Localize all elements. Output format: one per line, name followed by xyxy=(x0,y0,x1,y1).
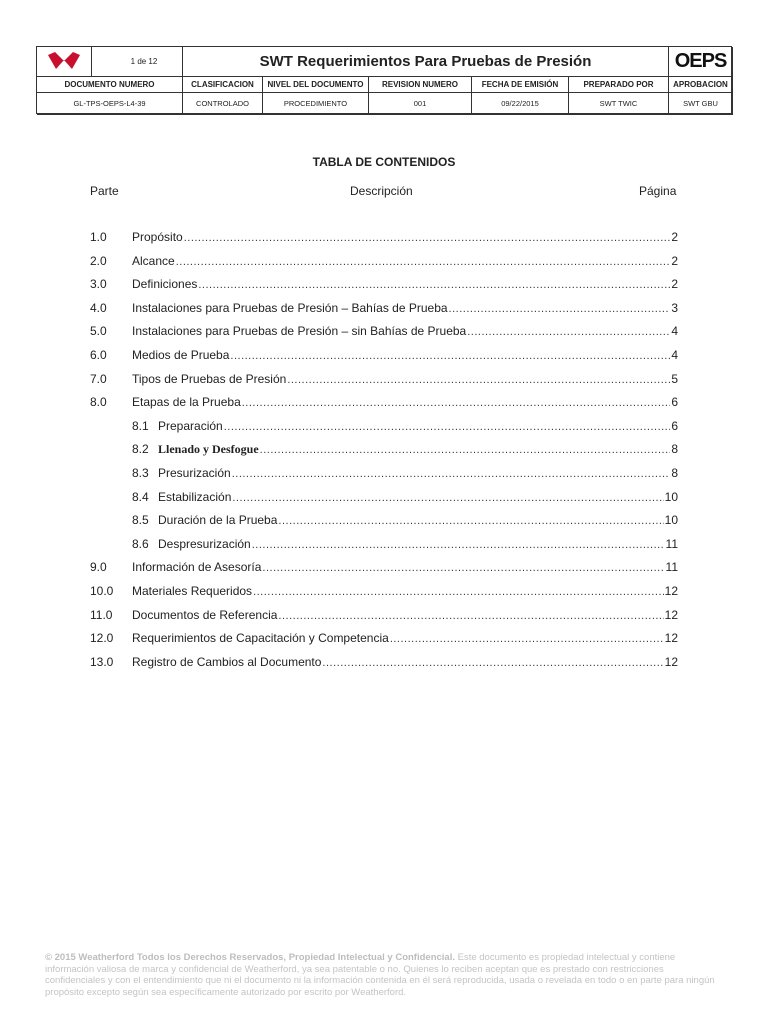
toc-entry-title[interactable]: Llenado y Desfogue xyxy=(158,442,259,457)
label-documento-numero: DOCUMENTO NUMERO xyxy=(37,77,183,93)
toc-entry-number: 8.6 xyxy=(132,536,149,551)
toc-entry[interactable] xyxy=(90,301,678,317)
toc-entry[interactable] xyxy=(90,254,678,270)
toc-entry-title[interactable]: Propósito xyxy=(132,230,183,244)
toc-entry-page: 12 xyxy=(664,654,678,669)
toc-entry[interactable] xyxy=(90,466,678,482)
toc-entry-title[interactable]: Medios de Prueba xyxy=(132,348,230,362)
toc-entry[interactable] xyxy=(90,324,678,340)
weatherford-logo-icon xyxy=(47,51,81,73)
value-preparado-por: SWT TWIC xyxy=(569,93,669,115)
weatherford-logo xyxy=(37,47,92,77)
toc-entry-page: 12 xyxy=(664,584,678,598)
toc-entry-number: 8.5 xyxy=(132,513,149,528)
toc-entry-title[interactable]: Tipos de Pruebas de Presión xyxy=(132,371,287,386)
value-documento-numero: GL-TPS-OEPS-L4-39 xyxy=(37,93,183,115)
toc-entry-number: 7.0 xyxy=(90,371,107,386)
toc-entry[interactable] xyxy=(90,608,678,624)
oeps-brand xyxy=(669,47,733,77)
toc-entry-number: 8.2 xyxy=(132,442,149,457)
toc-entry-title[interactable]: Presurización xyxy=(158,466,231,480)
toc-entry-title[interactable]: Estabilización xyxy=(158,489,232,504)
toc-entry-title[interactable]: Despresurización xyxy=(158,536,251,551)
toc-entry-page: 4 xyxy=(671,348,678,362)
toc-entry-number: 12.0 xyxy=(90,631,114,646)
toc-entry[interactable] xyxy=(90,631,678,647)
copyright-footer xyxy=(45,952,725,998)
toc-entry-number: 1.0 xyxy=(90,230,107,244)
toc-entry-page: 11 xyxy=(665,536,678,551)
toc-entry[interactable] xyxy=(90,513,678,529)
toc-entry-leader xyxy=(224,419,671,433)
label-aprobacion: APROBACION xyxy=(669,77,733,93)
toc-entry-leader xyxy=(278,513,663,527)
toc-entry-page: 11 xyxy=(665,560,678,575)
toc-entry-page: 6 xyxy=(671,418,678,433)
toc-entry-number: 8.3 xyxy=(132,466,149,480)
toc-entry-number: 10.0 xyxy=(90,584,114,598)
toc-entry-leader xyxy=(322,655,663,669)
toc-column-parte: Parte xyxy=(90,184,119,198)
label-fecha-emision: FECHA DE EMISIÓN xyxy=(472,77,569,93)
toc-entry-page: 2 xyxy=(671,253,678,268)
footer-copyright-bold: © 2015 Weatherford Todos los Derechos Reservados, Propiedad Intelectual y Confidencial. xyxy=(45,952,455,963)
toc-entry-number: 3.0 xyxy=(90,277,107,292)
label-clasificacion: CLASIFICACION xyxy=(183,77,263,93)
toc-entry-page: 4 xyxy=(671,324,678,339)
document-header xyxy=(36,46,732,114)
toc-entry-number: 5.0 xyxy=(90,324,107,339)
toc-entry[interactable] xyxy=(90,395,678,411)
toc-entry-title[interactable]: Duración de la Prueba xyxy=(158,513,278,528)
toc-entry-title[interactable]: Materiales Requeridos xyxy=(132,584,253,598)
toc-entry-leader xyxy=(287,372,670,386)
toc-entry-number: 4.0 xyxy=(90,300,107,315)
toc-entry-title[interactable]: Preparación xyxy=(158,418,223,433)
toc-entry-leader xyxy=(198,277,670,291)
toc-entry-page: 8 xyxy=(671,466,678,480)
toc-entry-number: 2.0 xyxy=(90,253,107,268)
toc-column-descripcion: Descripción xyxy=(350,184,413,198)
toc-entry[interactable] xyxy=(90,348,678,364)
label-nivel-documento: NIVEL DEL DOCUMENTO xyxy=(263,77,369,93)
toc-entry-leader xyxy=(390,631,664,645)
toc-entry-number: 11.0 xyxy=(90,607,113,622)
toc-entry[interactable] xyxy=(90,584,678,600)
oeps-logo-text: OEPS xyxy=(674,50,727,72)
toc-entry-page: 12 xyxy=(664,631,678,646)
toc-entry-title[interactable]: Registro de Cambios al Documento xyxy=(132,654,322,669)
toc-entry-leader xyxy=(262,560,664,574)
toc-entry-title[interactable]: Instalaciones para Pruebas de Presión – Bahías de Prueba xyxy=(132,300,448,315)
toc-entry-leader xyxy=(176,254,671,268)
toc-entry-title[interactable]: Documentos de Referencia xyxy=(132,607,278,622)
toc-entry[interactable] xyxy=(90,490,678,506)
toc-entry-page: 10 xyxy=(664,513,678,528)
toc-entry-leader xyxy=(232,490,663,504)
toc-entry-title[interactable]: Instalaciones para Pruebas de Presión – sin Bahías de Prueba xyxy=(132,324,467,339)
toc-entry[interactable] xyxy=(90,537,678,553)
label-revision-numero: REVISION NUMERO xyxy=(369,77,472,93)
toc-entry-page: 3 xyxy=(671,300,678,315)
toc-entry[interactable] xyxy=(90,442,678,458)
toc-entry-leader xyxy=(252,537,665,551)
toc-entry-page: 2 xyxy=(671,230,678,244)
toc-entry-number: 6.0 xyxy=(90,348,107,362)
toc-entry-page: 10 xyxy=(664,489,678,504)
toc-entry[interactable] xyxy=(90,419,678,435)
toc-entry-page: 8 xyxy=(671,442,678,457)
toc-entry-leader xyxy=(278,608,663,622)
toc-entry-page: 6 xyxy=(671,395,678,410)
value-nivel-documento: PROCEDIMIENTO xyxy=(263,93,369,115)
toc-entry-title[interactable]: Definiciones xyxy=(132,277,198,292)
toc-entry-leader xyxy=(232,466,671,480)
toc-entry-leader xyxy=(449,301,671,315)
toc-entry-page: 2 xyxy=(671,277,678,292)
toc-entry-leader xyxy=(467,324,670,338)
toc-entry-leader xyxy=(260,442,671,456)
toc-entry[interactable] xyxy=(90,277,678,293)
toc-entry-page: 5 xyxy=(671,371,678,386)
toc-entry-number: 8.1 xyxy=(132,418,149,433)
toc-entry-number: 9.0 xyxy=(90,560,107,575)
toc-entry[interactable] xyxy=(90,230,678,246)
footer-copyright-text: Este documento es propiedad intelectual y contiene información valiosa de marca y confidencial de Weatherford, ya sea patentable o no. Quienes lo reciben aceptan que es prestado con restricciones confidenciales y con el entendimiento que ni el documento ni la información contenida en él será reproducida, usada o revelada en todo o en parte para ningún propósito excepto según sea específicamente autorizado por escrito por Weatherford. xyxy=(45,952,715,998)
toc-entry-number: 8.0 xyxy=(90,395,107,410)
value-revision-numero: 001 xyxy=(369,93,472,115)
toc-entry-page: 12 xyxy=(664,607,678,622)
value-clasificacion: CONTROLADO xyxy=(183,93,263,115)
toc-entry-title[interactable]: Información de Asesoría xyxy=(132,560,262,575)
toc-entry[interactable] xyxy=(90,560,678,576)
toc-entry-leader xyxy=(253,584,664,598)
toc-entry-leader xyxy=(242,395,671,409)
toc-entry-title[interactable]: Requerimientos de Capacitación y Competencia xyxy=(132,631,389,646)
toc-entry-title[interactable]: Alcance xyxy=(132,253,175,268)
value-aprobacion: SWT GBU xyxy=(669,93,733,115)
toc-entry[interactable] xyxy=(90,372,678,388)
toc-entry-leader xyxy=(230,348,670,362)
toc-entry-number: 8.4 xyxy=(132,489,149,504)
label-preparado-por: PREPARADO POR xyxy=(569,77,669,93)
document-title: SWT Requerimientos Para Pruebas de Presión xyxy=(183,47,669,77)
page-counter: 1 de 12 xyxy=(92,47,183,77)
toc-entry[interactable] xyxy=(90,655,678,671)
value-fecha-emision: 09/22/2015 xyxy=(472,93,569,115)
toc-title: TABLA DE CONTENIDOS xyxy=(312,155,456,169)
toc-entry-title[interactable]: Etapas de la Prueba xyxy=(132,395,241,410)
toc-entry-number: 13.0 xyxy=(90,654,114,669)
toc-column-pagina: Página xyxy=(639,184,677,198)
toc-entry-leader xyxy=(184,230,671,244)
